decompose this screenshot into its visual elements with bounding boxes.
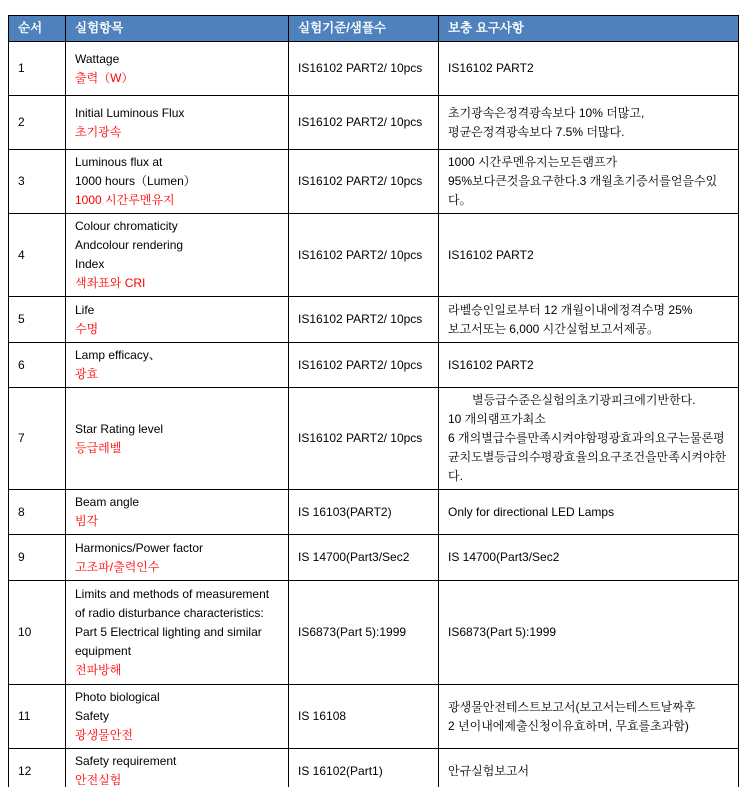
cell-text-line: 안규실험보고서 <box>448 763 530 778</box>
cell-standard-samples <box>289 388 439 490</box>
cell-text-line: 12 <box>18 763 32 778</box>
item-korean-label: 빔각 <box>75 514 99 528</box>
cell-text-line: 1000 hours（Lumen） <box>75 174 196 188</box>
item-korean-label: 출력（W） <box>75 70 134 85</box>
table-row <box>9 96 739 150</box>
cell-test-item <box>66 581 289 685</box>
cell-text-line: 11 <box>18 709 31 723</box>
cell-text-line: 8 <box>18 504 25 519</box>
cell-text-line: Luminous flux at <box>75 155 163 169</box>
item-korean-label: 등급레벨 <box>75 440 122 455</box>
cell-text-line: IS6873(Part 5):1999 <box>448 625 557 639</box>
cell-text-line: 7 <box>18 431 25 445</box>
cell-text-line: IS16102 PART2 <box>448 61 534 75</box>
cell-text-line: Wattage <box>75 51 120 66</box>
item-korean-label: 색좌표와 CRI <box>75 276 146 290</box>
cell-test-item <box>66 535 289 581</box>
cell-text-line: 5 <box>18 312 25 326</box>
cell-text-line: 4 <box>18 247 25 262</box>
cell-text-line: 라벨승인일로부터 12 개월이내에정격수명 25% <box>448 302 693 317</box>
cell-text-line: IS16102 PART2/ 10pcs <box>298 431 423 445</box>
cell-text-line: 초기광속은정격광속보다 10% 더많고, <box>448 105 645 120</box>
col-header-supplementary-requirements: 보충 요구사항 <box>439 16 739 42</box>
cell-text-line: IS 14700(Part3/Sec2 <box>298 550 410 564</box>
table-row <box>9 150 739 214</box>
cell-text-line: IS16102 PART2 <box>448 247 534 262</box>
cell-test-item <box>66 685 289 749</box>
cell-test-item <box>66 42 289 96</box>
cell-text-line: 2 <box>18 115 25 129</box>
cell-order-number <box>9 42 66 96</box>
cell-test-item <box>66 214 289 297</box>
cell-text-line: Andcolour rendering <box>75 238 184 252</box>
cell-test-item <box>66 150 289 214</box>
test-requirements-table <box>8 15 739 787</box>
cell-text-line: IS6873(Part 5):1999 <box>298 625 407 639</box>
col-header-test-item: 실험항목 <box>66 16 289 42</box>
cell-text-line: 평균은정격광속보다 7.5% 더많다. <box>448 124 625 139</box>
cell-text-line: 보고서또는 6,000 시간실험보고서제공。 <box>448 321 659 336</box>
cell-text-line: IS16102 PART2/ 10pcs <box>298 357 423 372</box>
cell-text-line: 10 개의램프가최소 <box>448 412 546 426</box>
cell-order-number <box>9 388 66 490</box>
cell-text-line: 1000 시간루멘유지는모든램프가 <box>448 155 618 169</box>
cell-order-number <box>9 297 66 343</box>
item-korean-label: 초기광속 <box>75 124 122 139</box>
cell-text-line: 균치도별등급의수평광효율의요구조건을만족시켜야한 <box>448 450 727 464</box>
table-row <box>9 581 739 685</box>
cell-text-line: Initial Luminous Flux <box>75 105 185 120</box>
cell-text-line: Photo biological <box>75 690 160 704</box>
cell-text-line: Index <box>75 257 105 271</box>
cell-text-line: Life <box>75 302 95 317</box>
item-korean-label: 수명 <box>75 321 99 336</box>
item-korean-label: 광생물안전 <box>75 728 133 742</box>
cell-text-line: Part 5 Electrical lighting and similar <box>75 625 262 639</box>
cell-text-line: 2 년이내에제출신청이유효하며, 무효를초과함) <box>448 718 689 733</box>
cell-test-item <box>66 297 289 343</box>
cell-text-line: IS16102 PART2/ 10pcs <box>298 174 423 188</box>
cell-order-number <box>9 150 66 214</box>
cell-test-item <box>66 343 289 388</box>
cell-text-line: of radio disturbance characteristics: <box>75 606 264 620</box>
cell-text-line: Safety requirement <box>75 754 177 768</box>
cell-test-item <box>66 490 289 535</box>
table-row <box>9 214 739 297</box>
cell-standard-samples <box>289 214 439 297</box>
table-row <box>9 535 739 581</box>
table-row <box>9 343 739 388</box>
cell-text-line: IS16102 PART2 <box>448 357 534 372</box>
table-row <box>9 490 739 535</box>
cell-standard-samples <box>289 150 439 214</box>
cell-supplementary-requirement <box>439 581 739 685</box>
cell-text-line: 별등급수준은실험의초기광피크에기반한다. <box>448 393 696 407</box>
cell-order-number <box>9 581 66 685</box>
col-header-order: 순서 <box>9 16 66 42</box>
cell-text-line: IS 16103(PART2) <box>298 504 392 519</box>
cell-supplementary-requirement <box>439 214 739 297</box>
cell-supplementary-requirement <box>439 42 739 96</box>
cell-supplementary-requirement <box>439 297 739 343</box>
table-row <box>9 685 739 749</box>
table-row <box>9 388 739 490</box>
item-korean-label: 안전실험 <box>75 773 122 787</box>
cell-text-line: equipment <box>75 644 132 658</box>
col-header-standard-samples: 실험기준/샘플수 <box>289 16 439 42</box>
cell-text-line: Harmonics/Power factor <box>75 540 204 555</box>
cell-standard-samples <box>289 581 439 685</box>
cell-standard-samples <box>289 96 439 150</box>
cell-text-line: 다。 <box>448 193 472 207</box>
header-row <box>9 16 739 42</box>
cell-order-number <box>9 535 66 581</box>
cell-text-line: 3 <box>18 174 25 188</box>
item-korean-label: 전파방해 <box>75 663 122 677</box>
item-korean-label: 1000 시간루멘유지 <box>75 193 175 207</box>
cell-order-number <box>9 490 66 535</box>
cell-standard-samples <box>289 685 439 749</box>
cell-order-number <box>9 749 66 787</box>
cell-text-line: 9 <box>18 550 25 564</box>
cell-supplementary-requirement <box>439 685 739 749</box>
cell-text-line: IS 16102(Part1) <box>298 763 383 778</box>
cell-text-line: 광생물안전테스트보고서(보고서는테스트날짜후 <box>448 699 696 714</box>
cell-text-line: IS 16108 <box>298 709 347 723</box>
cell-supplementary-requirement <box>439 490 739 535</box>
cell-text-line: 95%보다큰것을요구한다.3 개월초기증서를얻을수있 <box>448 174 718 188</box>
table-row <box>9 42 739 96</box>
cell-text-line: Safety <box>75 709 110 723</box>
table-row <box>9 749 739 787</box>
cell-text-line: IS 14700(Part3/Sec2 <box>448 550 560 564</box>
cell-text-line: IS16102 PART2/ 10pcs <box>298 61 423 75</box>
cell-text-line: Only for directional LED Lamps <box>448 504 615 519</box>
cell-text-line: IS16102 PART2/ 10pcs <box>298 312 423 326</box>
cell-text-line: 6 개의별급수를만족시켜야함평광효과의요구는물론평 <box>448 431 725 445</box>
cell-text-line: Beam angle <box>75 495 140 509</box>
cell-supplementary-requirement <box>439 535 739 581</box>
cell-test-item <box>66 388 289 490</box>
cell-order-number <box>9 343 66 388</box>
cell-text-line: 6 <box>18 357 25 372</box>
cell-supplementary-requirement <box>439 343 739 388</box>
cell-supplementary-requirement <box>439 96 739 150</box>
cell-standard-samples <box>289 749 439 787</box>
cell-text-line: Limits and methods of measurement <box>75 587 270 601</box>
cell-standard-samples <box>289 535 439 581</box>
cell-text-line: IS16102 PART2/ 10pcs <box>298 115 423 129</box>
cell-standard-samples <box>289 490 439 535</box>
cell-text-line: 1 <box>18 61 25 75</box>
cell-standard-samples <box>289 42 439 96</box>
cell-order-number <box>9 214 66 297</box>
cell-supplementary-requirement <box>439 749 739 787</box>
cell-test-item <box>66 749 289 787</box>
cell-text-line: Lamp efficacy、 <box>75 348 161 362</box>
item-korean-label: 광효 <box>75 367 99 381</box>
table-row <box>9 297 739 343</box>
cell-text-line: Star Rating level <box>75 421 164 436</box>
cell-order-number <box>9 685 66 749</box>
cell-text-line: 10 <box>18 625 32 639</box>
cell-text-line: IS16102 PART2/ 10pcs <box>298 247 423 262</box>
cell-supplementary-requirement <box>439 388 739 490</box>
item-korean-label: 고조파/출력인수 <box>75 559 160 574</box>
cell-standard-samples <box>289 343 439 388</box>
cell-text-line: 다. <box>448 469 463 483</box>
cell-test-item <box>66 96 289 150</box>
cell-text-line: Colour chromaticity <box>75 219 178 233</box>
cell-order-number <box>9 96 66 150</box>
cell-standard-samples <box>289 297 439 343</box>
cell-supplementary-requirement <box>439 150 739 214</box>
